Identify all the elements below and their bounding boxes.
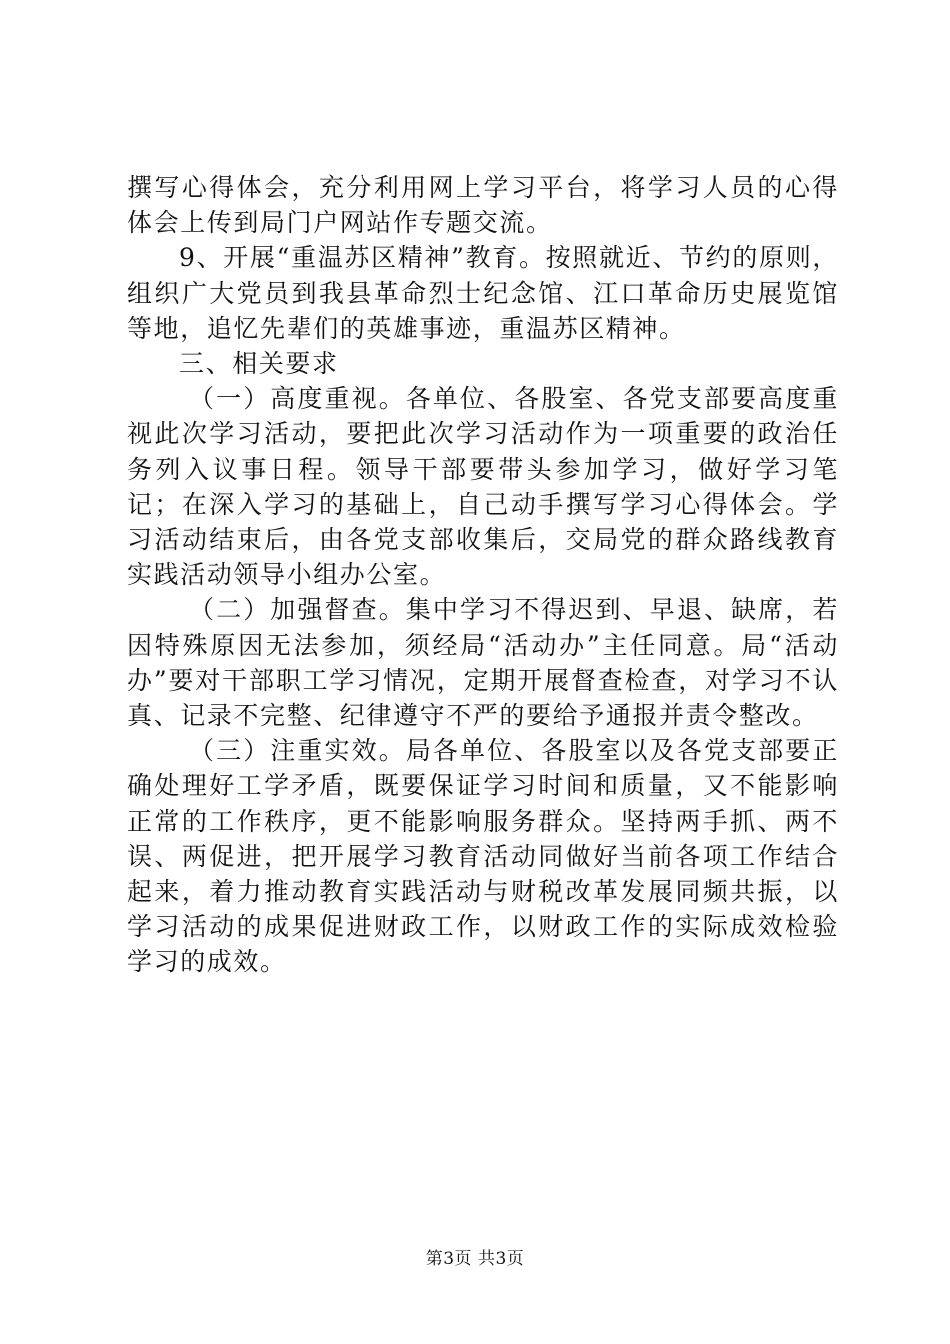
section-heading-requirements: 三、相关要求 bbox=[179, 349, 339, 379]
paragraph-requirement-2: （二）加强督查。集中学习不得迟到、早退、缺席，若因特殊原因无法参加，须经局“活动办”主任同意。局“活动办”要对干部职工学习情况，定期开展督查检查，对学习不认真、记录不完整、纪律遵守不严的要给予通报并责令整改。 bbox=[127, 595, 839, 731]
paragraph-requirement-3: （三）注重实效。局各单位、各股室以及各党支部要正确处理好工学矛盾，既要保证学习时间和质量，又不能影响正常的工作秩序，更不能影响服务群众。坚持两手抓、两不误、两促进，把开展学习教育活动同做好当前各项工作结合起来，着力推动教育实践活动与财税改革发展同频共振，以学习活动的成果促进财政工作，以财政工作的实际成效检验学习的成效。 bbox=[127, 736, 839, 977]
paragraph-requirement-1: （一）高度重视。各单位、各股室、各党支部要高度重视此次学习活动，要把此次学习活动作为一项重要的政治任务列入议事日程。领导干部要带头参加学习，做好学习笔记；在深入学习的基础上，自己动手撰写学习心得体会。学习活动结束后，由各党支部收集后，交局党的群众路线教育实践活动领导小组办公室。 bbox=[127, 384, 839, 590]
paragraph-continuation: 撰写心得体会，充分利用网上学习平台，将学习人员的心得体会上传到局门户网站作专题交流。 bbox=[127, 173, 839, 238]
page-footer: 第3页 共3页 bbox=[425, 1249, 525, 1269]
paragraph-item-9: 9、开展“重温苏区精神”教育。按照就近、节约的原则，组织广大党员到我县革命烈士纪念馆、江口革命历史展览馆等地，追忆先辈们的英雄事迹，重温苏区精神。 bbox=[127, 243, 839, 343]
document-body bbox=[127, 170, 839, 980]
